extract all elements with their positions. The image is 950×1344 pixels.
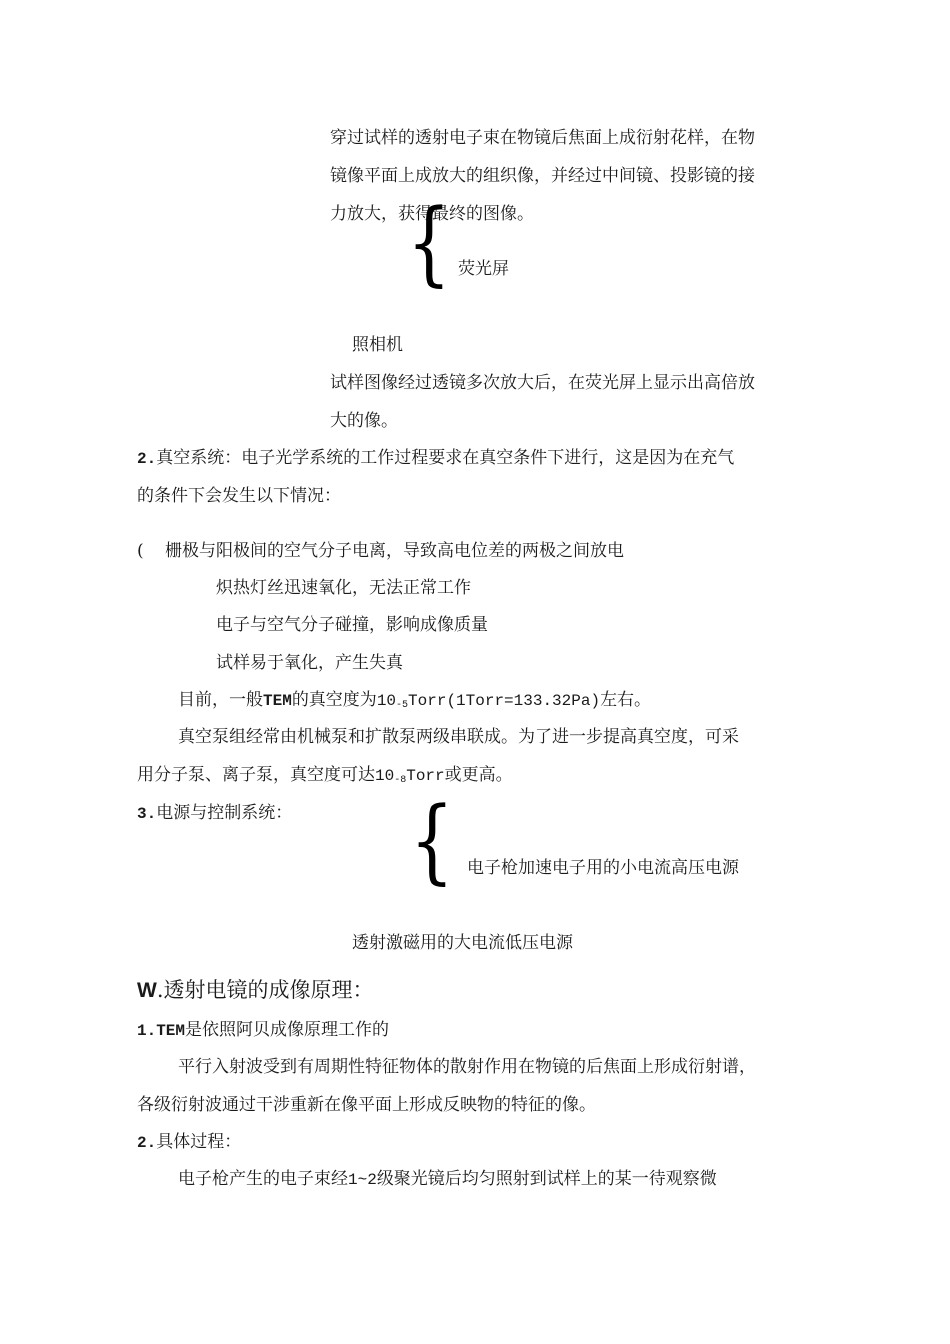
process-heading-number: 2. [137,1134,157,1152]
process-heading [137,1131,241,1154]
vacuum-current-mid: 的真空度为 [291,690,377,710]
vacuum-list-paren: ( [137,541,144,561]
para-top-line-1: 穿过试样的透射电子束在物镜后焦面上成衍射花样，在物 [330,128,755,148]
vacuum-value-1-base: 10 [376,692,397,710]
abbe-heading-number: 1. [137,1022,157,1040]
process-heading-text: 具体过程： [156,1132,242,1152]
process-range: 1~2 [348,1171,377,1189]
vacuum-value-2-exponent: -8 [394,775,407,786]
vacuum-current-post: 左右。 [600,690,652,710]
tem-abbrev: TEM [263,692,292,710]
section-w-heading [137,977,374,1004]
vacuum-heading-line-2: 的条件下会发生以下情况： [137,486,341,506]
vacuum-pump-line-2 [137,764,513,787]
brace-left-1: { [407,189,451,296]
output-camera-label: 照相机 [352,335,403,355]
vacuum-list-item-1: 栅极与阳极间的空气分子电离，导致高电位差的两极之间放电 [165,541,624,561]
vacuum-value-1-unit: Torr(1Torr=133.32Pa) [408,692,601,710]
abbe-tem-abbrev: TEM [156,1022,186,1040]
brace-left-2: { [410,787,454,894]
section-w-letter: W [137,979,157,1002]
vacuum-pump-pre: 用分子泵、离子泵，真空度可达 [137,765,375,785]
vacuum-list-item-3: 电子与空气分子碰撞，影响成像质量 [216,615,488,635]
power-item-high-voltage: 电子枪加速电子用的小电流高压电源 [467,858,739,878]
output-screen-label: 荧光屏 [458,259,509,279]
section-w-title: .透射电镜的成像原理： [156,978,374,1002]
power-heading [137,802,292,825]
process-line-post: 级聚光镜后均匀照射到试样上的某一待观察微 [376,1169,717,1189]
abbe-line-2: 各级衍射波通过干涉重新在像平面上形成反映物的特征的像。 [137,1095,596,1115]
process-line-1 [178,1168,717,1191]
para-screen-line-2: 大的像。 [330,411,398,431]
para-top-line-2: 镜像平面上成放大的组织像，并经过中间镜、投影镜的接 [330,166,755,186]
vacuum-heading-text: 真空系统：电子光学系统的工作过程要求在真空条件下进行，这是因为在充气 [156,448,735,468]
vacuum-pump-line-1: 真空泵组经常由机械泵和扩散泵两级串联成。为了进一步提高真空度，可采 [178,727,739,747]
para-screen-line-1: 试样图像经过透镜多次放大后，在荧光屏上显示出高倍放 [330,373,755,393]
abbe-heading [137,1019,389,1042]
vacuum-pump-post: 或更高。 [444,765,513,785]
vacuum-value-2-base: 10 [375,767,395,785]
abbe-heading-text: 是依照阿贝成像原理工作的 [185,1020,390,1040]
vacuum-value-1-exponent: -5 [396,700,409,711]
power-heading-number: 3. [137,805,157,823]
vacuum-current-level-line [178,689,651,712]
vacuum-value-2-unit: Torr [406,767,445,785]
vacuum-heading-line-1 [137,447,734,470]
abbe-line-1: 平行入射波受到有周期性特征物体的散射作用在物镜的后焦面上形成衍射谱， [178,1057,756,1077]
vacuum-list-item-4: 试样易于氧化，产生失真 [216,653,403,673]
power-heading-text: 电源与控制系统： [156,803,293,823]
vacuum-list-item-2: 炽热灯丝迅速氧化，无法正常工作 [216,578,471,598]
vacuum-heading-number: 2. [137,450,157,468]
vacuum-current-pre: 目前，一般 [178,690,263,710]
power-item-low-voltage: 透射激磁用的大电流低压电源 [352,933,573,953]
process-line-pre: 电子枪产生的电子束经 [178,1169,348,1189]
para-top-line-3: 力放大，获得最终的图像。 [330,204,534,224]
